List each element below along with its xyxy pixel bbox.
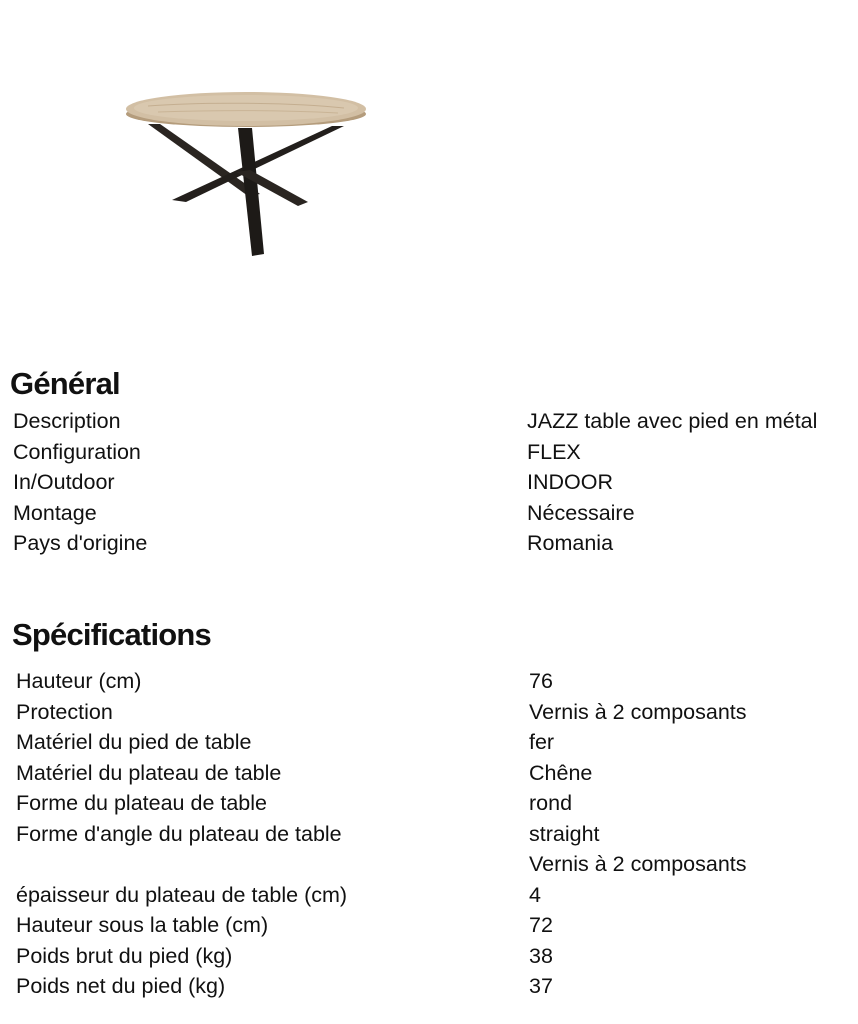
general-spec-list [0, 406, 858, 559]
spec-value: Vernis à 2 composants [529, 699, 747, 724]
spec-value: Romania [527, 531, 614, 555]
spec-label: Poids net du pied (kg) [16, 974, 226, 998]
spec-row [0, 697, 858, 728]
spec-label: Description [13, 409, 121, 433]
spec-value: 72 [529, 913, 553, 937]
spec-value: Chêne [529, 760, 593, 785]
spec-value: JAZZ table avec pied en métal [527, 409, 818, 433]
spec-label: Forme du plateau de table [16, 791, 267, 815]
spec-label: Protection [16, 699, 113, 724]
spec-value: Vernis à 2 composants [529, 852, 747, 876]
spec-value: INDOOR [527, 470, 613, 494]
spec-row [0, 880, 858, 911]
spec-row [0, 758, 858, 789]
round-table-image [118, 84, 374, 264]
spec-label: In/Outdoor [13, 470, 115, 494]
spec-row [0, 788, 858, 819]
spec-row [0, 849, 858, 880]
spec-label: Hauteur (cm) [16, 669, 142, 693]
spec-value: straight [529, 821, 600, 846]
specifications-spec-list [0, 666, 858, 1002]
table-top [126, 92, 366, 127]
spec-value: 38 [529, 943, 553, 968]
spec-row [0, 727, 858, 758]
spec-value: 76 [529, 669, 553, 693]
spec-row [0, 819, 858, 850]
spec-label: épaisseur du plateau de table (cm) [16, 882, 348, 907]
spec-label: Pays d'origine [13, 531, 148, 555]
spec-row [0, 406, 858, 437]
spec-label: Hauteur sous la table (cm) [16, 913, 269, 937]
spec-label: Matériel du plateau de table [16, 760, 282, 785]
spec-label: Matériel du pied de table [16, 730, 252, 754]
spec-value: Nécessaire [527, 500, 635, 525]
spec-value: FLEX [527, 439, 581, 464]
spec-value: 4 [529, 882, 541, 907]
spec-row [0, 467, 858, 498]
spec-label: Montage [13, 500, 97, 525]
spec-label: Poids brut du pied (kg) [16, 943, 233, 968]
spec-row [0, 528, 858, 559]
spec-row [0, 437, 858, 468]
general-section-title: Général [10, 366, 120, 401]
spec-label: Forme d'angle du plateau de table [16, 821, 342, 846]
spec-row [0, 971, 858, 1002]
spec-value: rond [529, 791, 573, 815]
spec-value: 37 [529, 974, 553, 998]
spec-row [0, 910, 858, 941]
spec-row [0, 941, 858, 972]
specifications-section-title: Spécifications [12, 617, 211, 652]
spec-row [0, 666, 858, 697]
spec-value: fer [529, 730, 555, 754]
spec-label: Configuration [13, 439, 141, 464]
spec-row [0, 498, 858, 529]
table-legs [148, 124, 344, 256]
